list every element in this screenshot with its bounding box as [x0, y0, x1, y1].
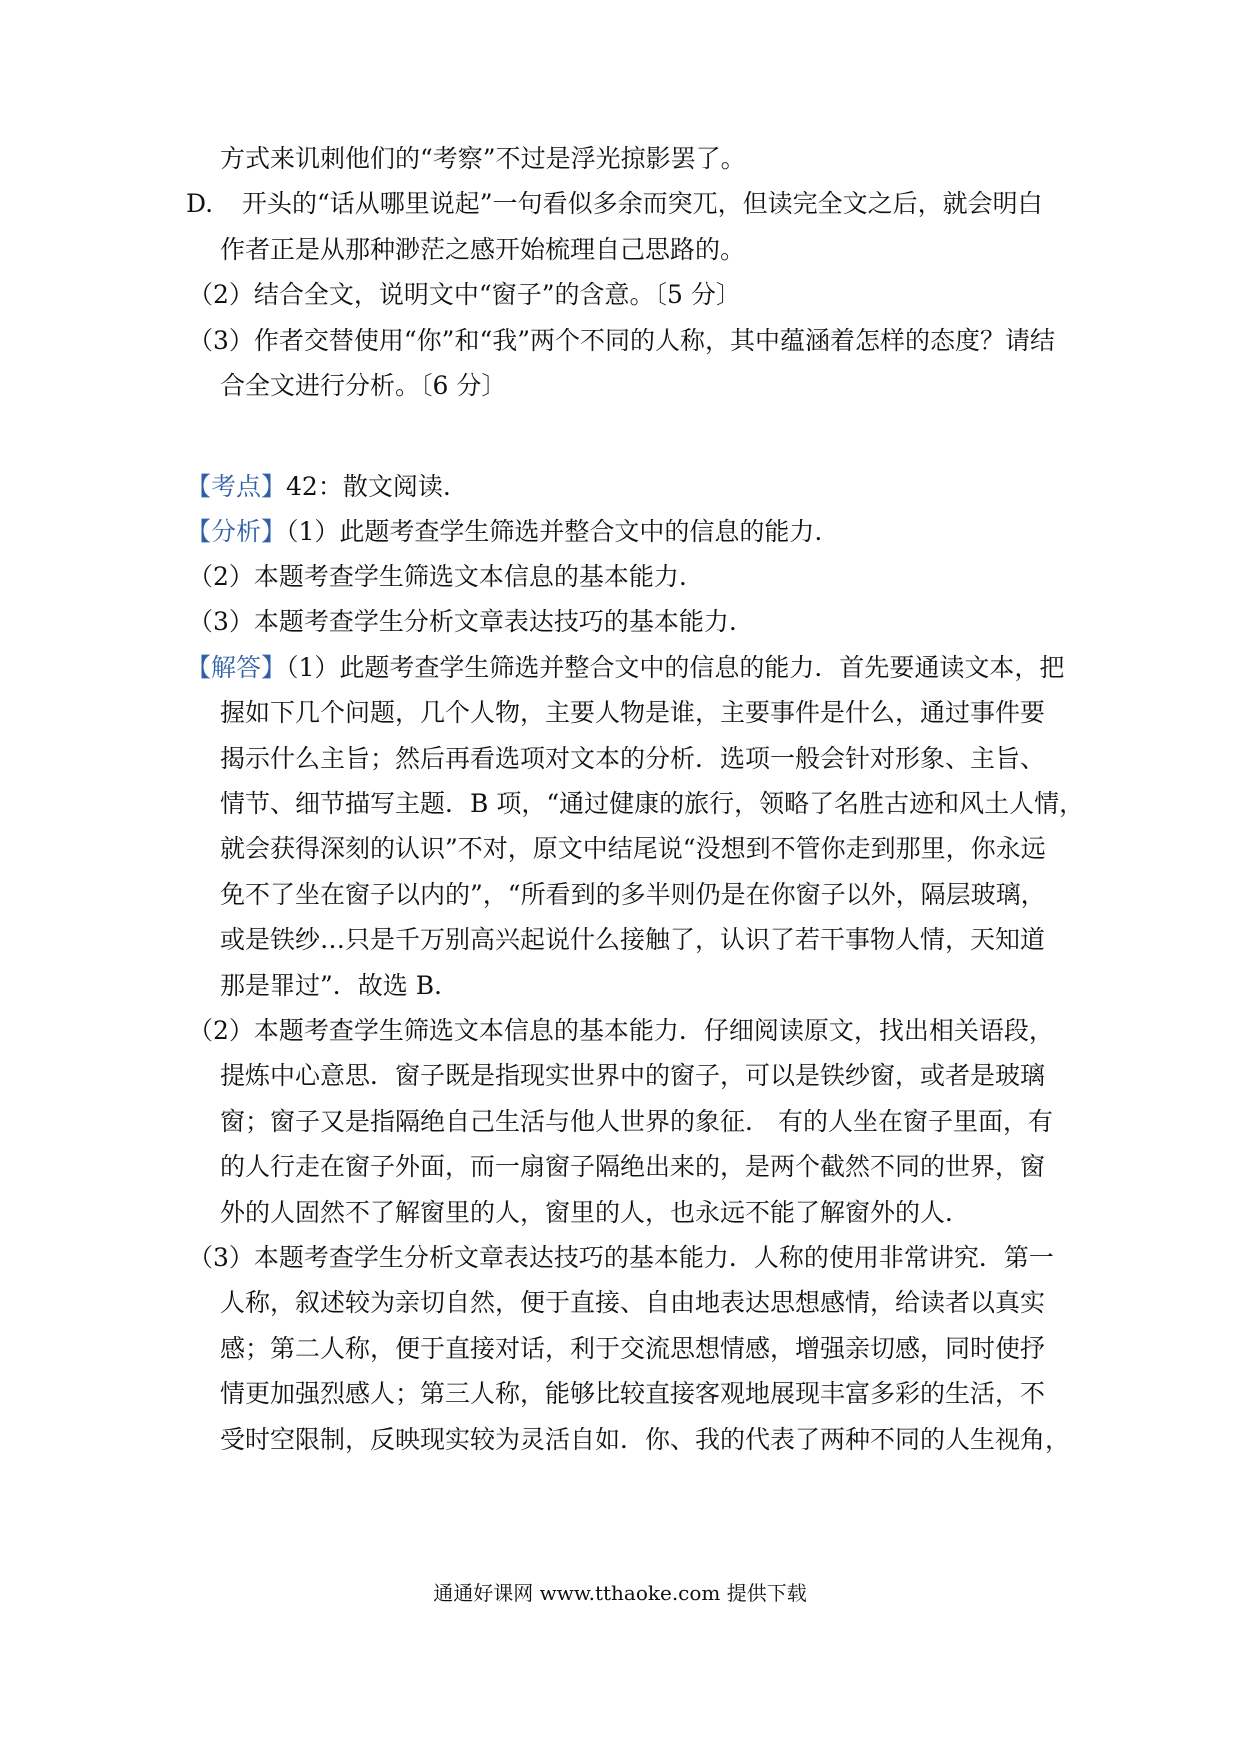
- jieda-p1-line: 那是罪过”．故选 B．: [220, 971, 460, 1000]
- jieda-tag: 【解答】: [186, 653, 287, 682]
- jieda-p1-line: 免不了坐在窗子以内的”，“所看到的多半则仍是在你窗子以外，隔层玻璃，: [220, 880, 1046, 909]
- jieda-p3-line: 受时空限制，反映现实较为灵活自如．你、我的代表了两种不同的人生视角，: [220, 1425, 1071, 1454]
- fenxi-tag: 【分析】: [186, 517, 287, 546]
- kaodian-text: 42：散文阅读.: [286, 472, 451, 501]
- jieda-p3-line: 感；第二人称，便于直接对话，利于交流思想情感，增强亲切感，同时使抒: [220, 1334, 1046, 1363]
- jieda-p1-line: （1）此题考查学生筛选并整合文中的信息的能力．首先要通读文本，把: [286, 653, 1065, 682]
- option-d-text-line-1: 开头的“话从哪里说起”一句看似多余而突兀，但读完全文之后，就会明白: [242, 189, 1043, 218]
- jieda-p2-line: 的人行走在窗子外面，而一扇窗子隔绝出来的，是两个截然不同的世界，窗: [220, 1152, 1046, 1181]
- fenxi-text-2: （2）本题考查学生筛选文本信息的基本能力.: [188, 562, 687, 591]
- page-footer: 通通好课网 www.tthaoke.com 提供下载: [433, 1581, 807, 1605]
- question-2: （2）结合全文，说明文中“窗子”的含意。〔5 分〕: [188, 280, 741, 309]
- question-3-line-2: 合全文进行分析。〔6 分〕: [220, 371, 507, 400]
- jieda-p2-line: 外的人固然不了解窗里的人，窗里的人，也永远不能了解窗外的人．: [220, 1198, 971, 1227]
- jieda-p1-line: 或是铁纱…只是千万别高兴起说什么接触了，认识了若干事物人情，天知道: [220, 925, 1046, 954]
- option-c-continuation: 方式来讥刺他们的“考察”不过是浮光掠影罢了。: [220, 144, 746, 173]
- jieda-p1-line: 握如下几个问题，几个人物，主要人物是谁，主要事件是什么，通过事件要: [220, 698, 1046, 727]
- fenxi-text-1: （1）此题考查学生筛选并整合文中的信息的能力.: [286, 517, 823, 546]
- jieda-p3-line: （3）本题考查学生分析文章表达技巧的基本能力．人称的使用非常讲究．第一: [188, 1243, 1054, 1272]
- fenxi-text-3: （3）本题考查学生分析文章表达技巧的基本能力.: [188, 607, 737, 636]
- kaodian-section: [186, 474, 451, 499]
- jieda-p1-line: 情节、细节描写主题．B 项，“通过健康的旅行，领略了名胜古迹和风土人情，: [220, 789, 1085, 818]
- option-d-label: D.: [186, 189, 214, 218]
- fenxi-section: [186, 519, 822, 544]
- jieda-p3-line: 情更加强烈感人；第三人称，能够比较直接客观地展现丰富多彩的生活，不: [220, 1379, 1046, 1408]
- jieda-first-line: [186, 655, 1064, 680]
- jieda-p2-line: 窗；窗子又是指隔绝自己生活与他人世界的象征． 有的人坐在窗子里面，有: [220, 1107, 1053, 1136]
- jieda-p3-line: 人称，叙述较为亲切自然，便于直接、自由地表达思想感情，给读者以真实: [220, 1288, 1046, 1317]
- jieda-p2-line: 提炼中心意思．窗子既是指现实世界中的窗子，可以是铁纱窗，或者是玻璃: [220, 1061, 1046, 1090]
- jieda-p1-line: 就会获得深刻的认识”不对，原文中结尾说“没想到不管你走到那里，你永远: [220, 834, 1046, 863]
- kaodian-tag: 【考点】: [186, 472, 287, 501]
- option-d-text-line-2: 作者正是从那种渺茫之感开始梳理自己思路的。: [220, 235, 746, 264]
- jieda-p1-line: 揭示什么主旨；然后再看选项对文本的分析．选项一般会针对形象、主旨、: [220, 744, 1046, 773]
- question-3-line-1: （3）作者交替使用“你”和“我”两个不同的人称，其中蕴涵着怎样的态度？请结: [188, 326, 1056, 355]
- jieda-p2-line: （2）本题考查学生筛选文本信息的基本能力．仔细阅读原文，找出相关语段，: [188, 1016, 1054, 1045]
